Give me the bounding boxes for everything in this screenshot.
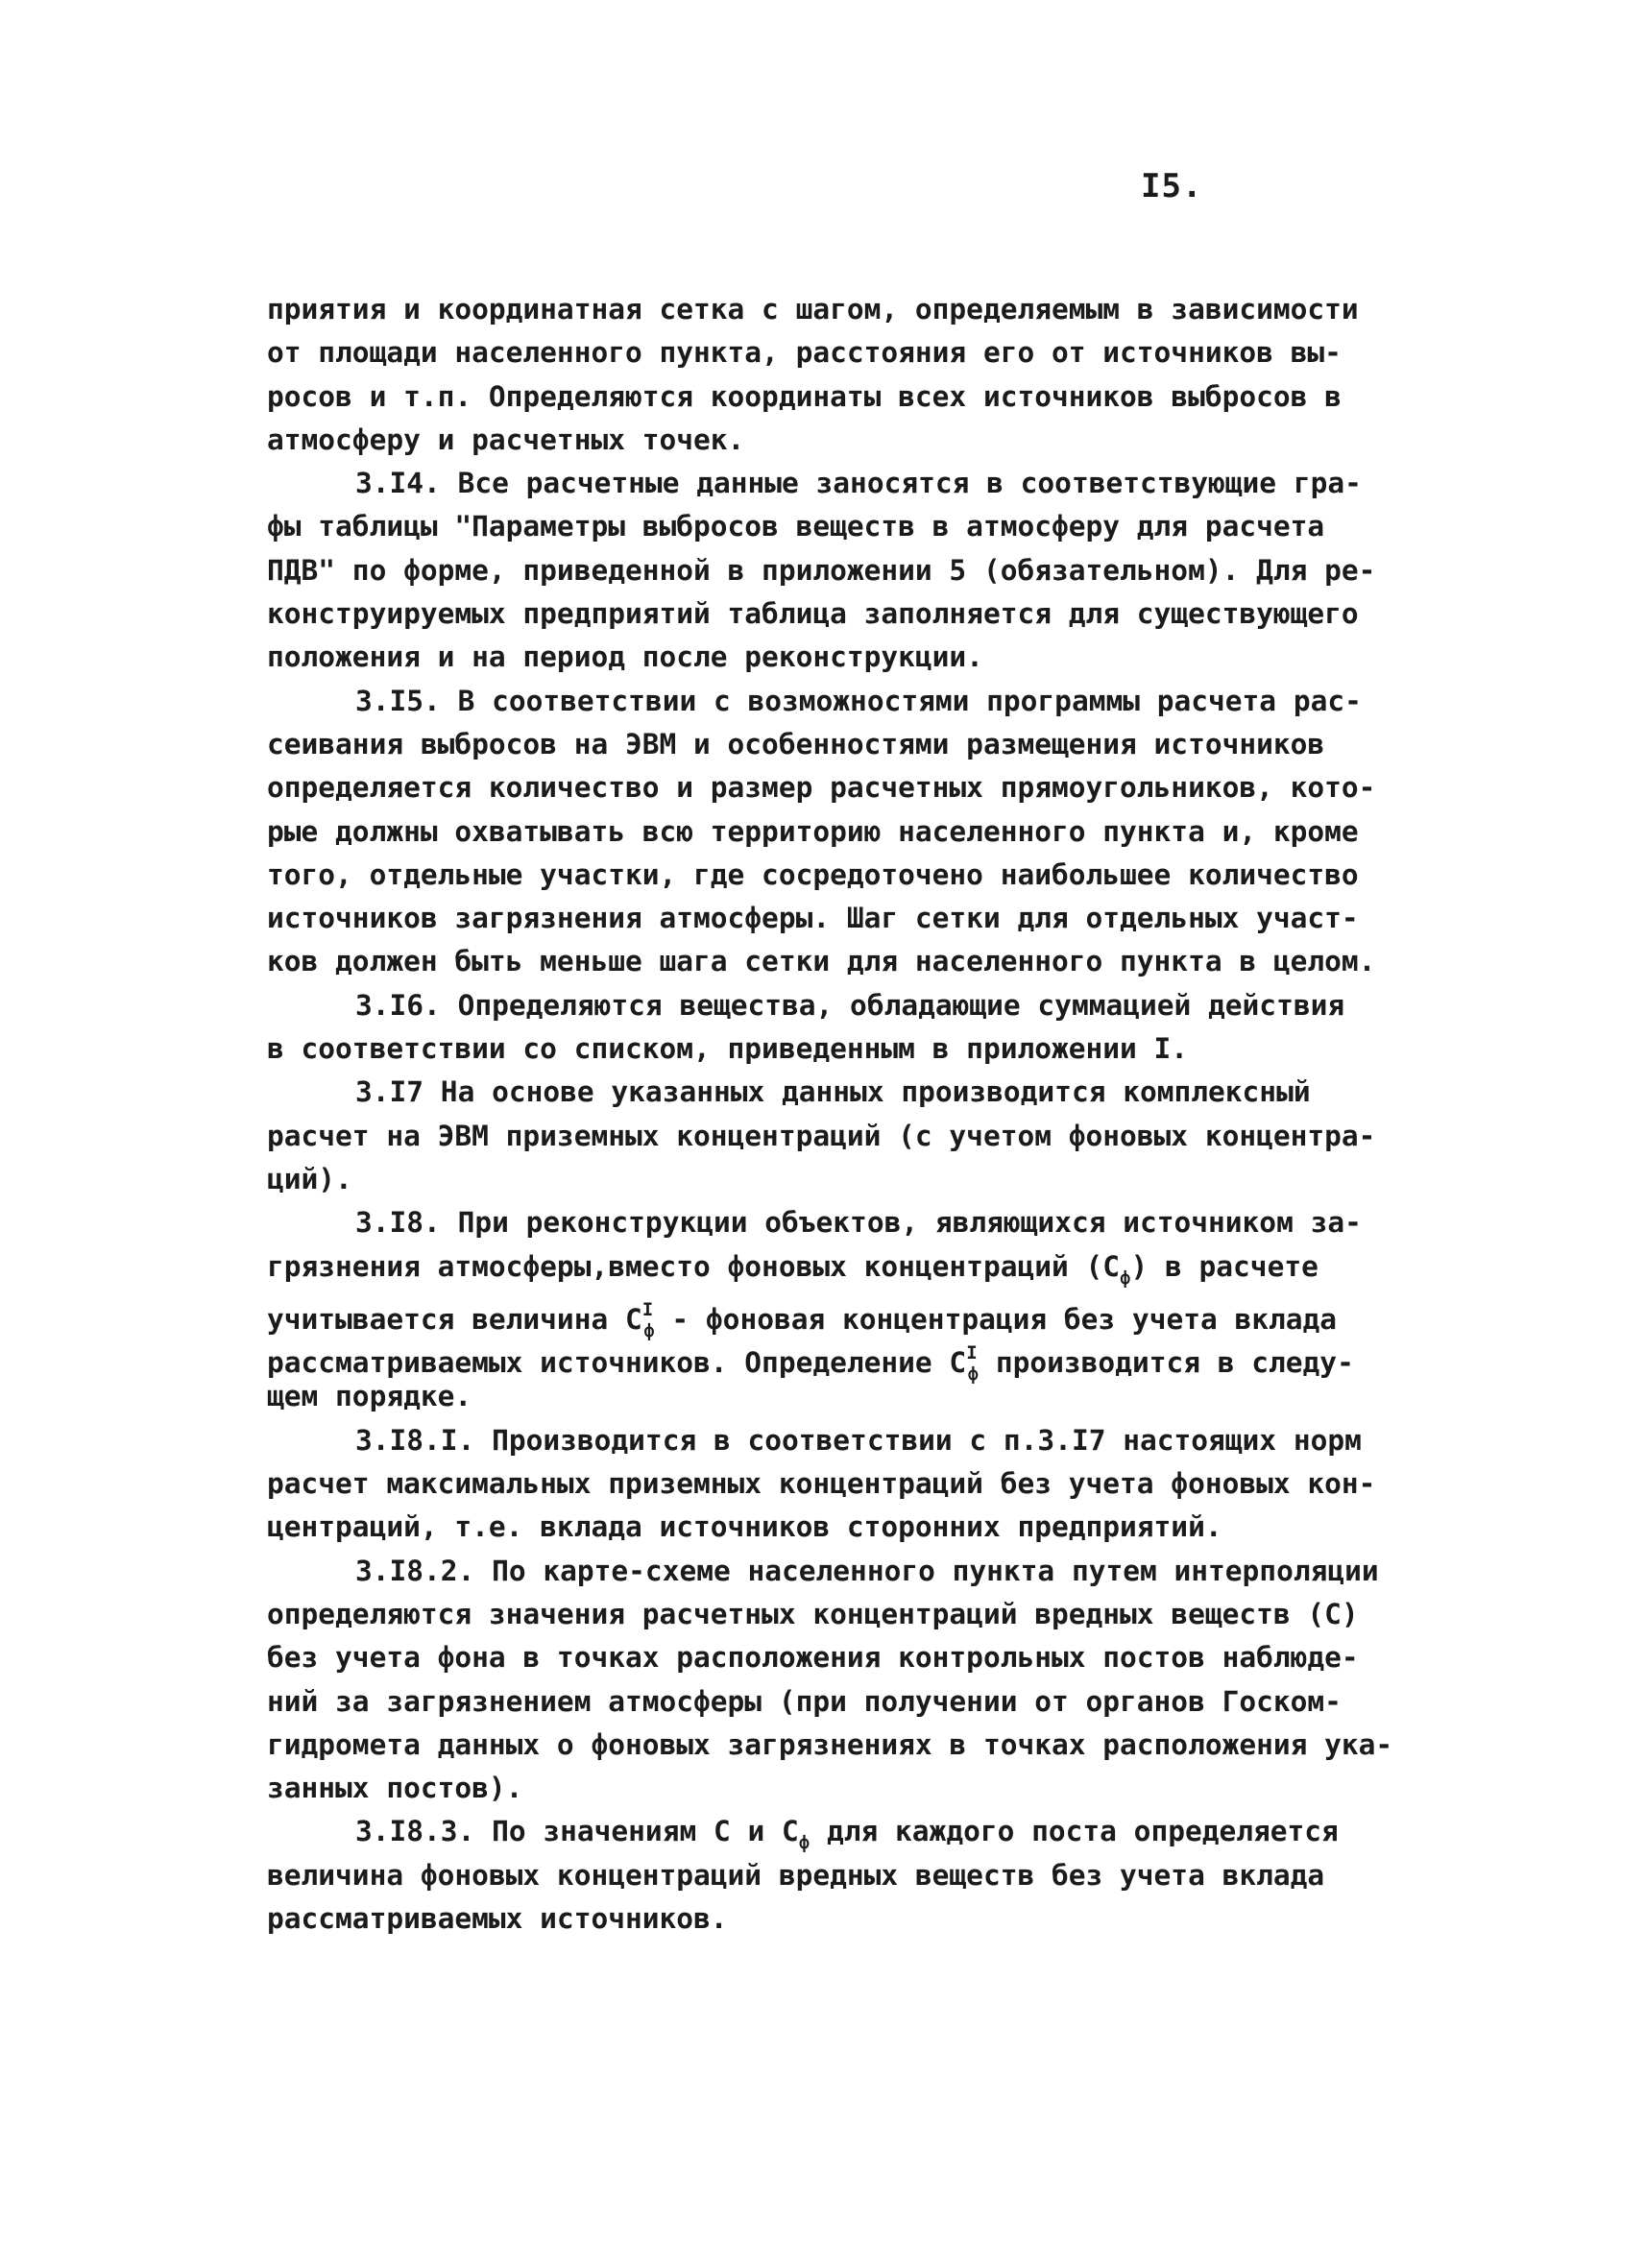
text-fragment: ) в расчете	[1130, 1249, 1318, 1283]
text-line: расчет на ЭВМ приземных концентраций (с учетом фоновых концентра-	[267, 1119, 1376, 1152]
text-fragment: 3.I8.3. По значениям С и С	[355, 1815, 799, 1848]
text-line: положения и на период после реконструкции.	[267, 640, 983, 674]
paragraph-3-18-1-start: 3.I8.I. Производится в соответствии с п.3.I7 настоящих норм	[355, 1423, 1362, 1457]
text-line: щем порядке.	[267, 1380, 472, 1413]
text-fragment: рассматриваемых источников. Определение С	[267, 1346, 967, 1380]
text-line: ков должен быть меньше шага сетки для населенного пункта в целом.	[267, 945, 1376, 978]
text-line: центраций, т.е. вклада источников сторонних предприятий.	[267, 1510, 1222, 1544]
text-line: рассматриваемых источников.	[267, 1901, 728, 1935]
text-line: сеивания выбросов на ЭВМ и особенностями размещения источников	[267, 727, 1325, 760]
text-line: источников загрязнения атмосферы. Шаг сетки для отдельных участ-	[267, 902, 1359, 935]
text-line: приятия и координатная сетка с шагом, определяемым в зависимости	[267, 293, 1359, 326]
text-line: без учета фона в точках расположения контрольных постов наблюде-	[267, 1641, 1359, 1675]
paragraph-3-17-start: 3.I7 На основе указанных данных производится комплексный	[355, 1075, 1311, 1109]
text-fragment: для каждого поста определяется	[810, 1815, 1339, 1848]
text-line: того, отдельные участки, где сосредоточено наибольшее количество	[267, 857, 1359, 891]
text-fragment: производится в следу-	[979, 1346, 1354, 1380]
paragraph-3-16-start: 3.I6. Определяются вещества, обладающие суммацией действия	[355, 988, 1345, 1022]
text-line-with-subscript	[267, 1245, 1400, 1289]
text-line: расчет максимальных приземных концентраций без учета фоновых кон-	[267, 1467, 1376, 1501]
text-line-with-subscript	[267, 1289, 1400, 1341]
text-line: определяются значения расчетных концентраций вредных веществ (С)	[267, 1597, 1359, 1630]
text-line: ций).	[267, 1162, 352, 1195]
text-line: определяется количество и размер расчетных прямоугольников, кото-	[267, 771, 1376, 805]
text-line: фы таблицы "Параметры выбросов веществ в атмосферу для расчета	[267, 510, 1325, 543]
paragraph-3-14-start: 3.I4. Все расчетные данные заносятся в соответствующие гра-	[355, 467, 1362, 500]
subscript-phi: ф	[643, 1319, 655, 1341]
paragraph-3-18-2-start: 3.I8.2. По карте-схеме населенного пункта путем интерполяции	[355, 1554, 1379, 1587]
text-fragment: учитывается величина С	[267, 1302, 642, 1336]
superscript-i: I	[641, 1298, 654, 1320]
text-line: ний за загрязнением атмосферы (при получении от органов Госком-	[267, 1684, 1342, 1718]
subscript-phi: ф	[798, 1832, 810, 1854]
text-line-with-subscript	[267, 1332, 1400, 1386]
paragraph-3-18-3-start	[267, 1810, 1400, 1853]
page-number: I5.	[1141, 167, 1203, 205]
text-fragment: - фоновая концентрация без учета вклада	[654, 1302, 1338, 1336]
text-line: ПДВ" по форме, приведенной в приложении 5 (обязательном). Для ре-	[267, 553, 1376, 587]
paragraph-3-18-start: 3.I8. При реконструкции объектов, являющихся источником за-	[355, 1206, 1362, 1240]
text-line: гидромета данных о фоновых загрязнениях в точках расположения ука-	[267, 1727, 1393, 1761]
text-line: величина фоновых концентраций вредных веществ без учета вклада	[267, 1858, 1325, 1892]
subscript-phi: ф	[967, 1363, 980, 1386]
text-line: от площади населенного пункта, расстояния его от источников вы-	[267, 336, 1342, 370]
text-line: росов и т.п. Определяются координаты всех источников выбросов в	[267, 379, 1342, 413]
text-line: в соответствии со списком, приведенным в приложении I.	[267, 1032, 1189, 1066]
body-text	[267, 288, 1400, 1941]
paragraph-3-15-start: 3.I5. В соответствии с возможностями программы расчета рас-	[355, 684, 1362, 717]
text-line: конструируемых предприятий таблица заполняется для существующего	[267, 597, 1359, 631]
text-line: занных постов).	[267, 1772, 523, 1805]
superscript-i: I	[966, 1342, 978, 1364]
text-fragment: грязнения атмосферы,вместо фоновых концентраций (С	[267, 1249, 1121, 1283]
text-line: атмосферу и расчетных точек.	[267, 422, 745, 456]
subscript-phi: ф	[1120, 1267, 1131, 1289]
text-line: рые должны охватывать всю территорию населенного пункта и, кроме	[267, 814, 1359, 848]
